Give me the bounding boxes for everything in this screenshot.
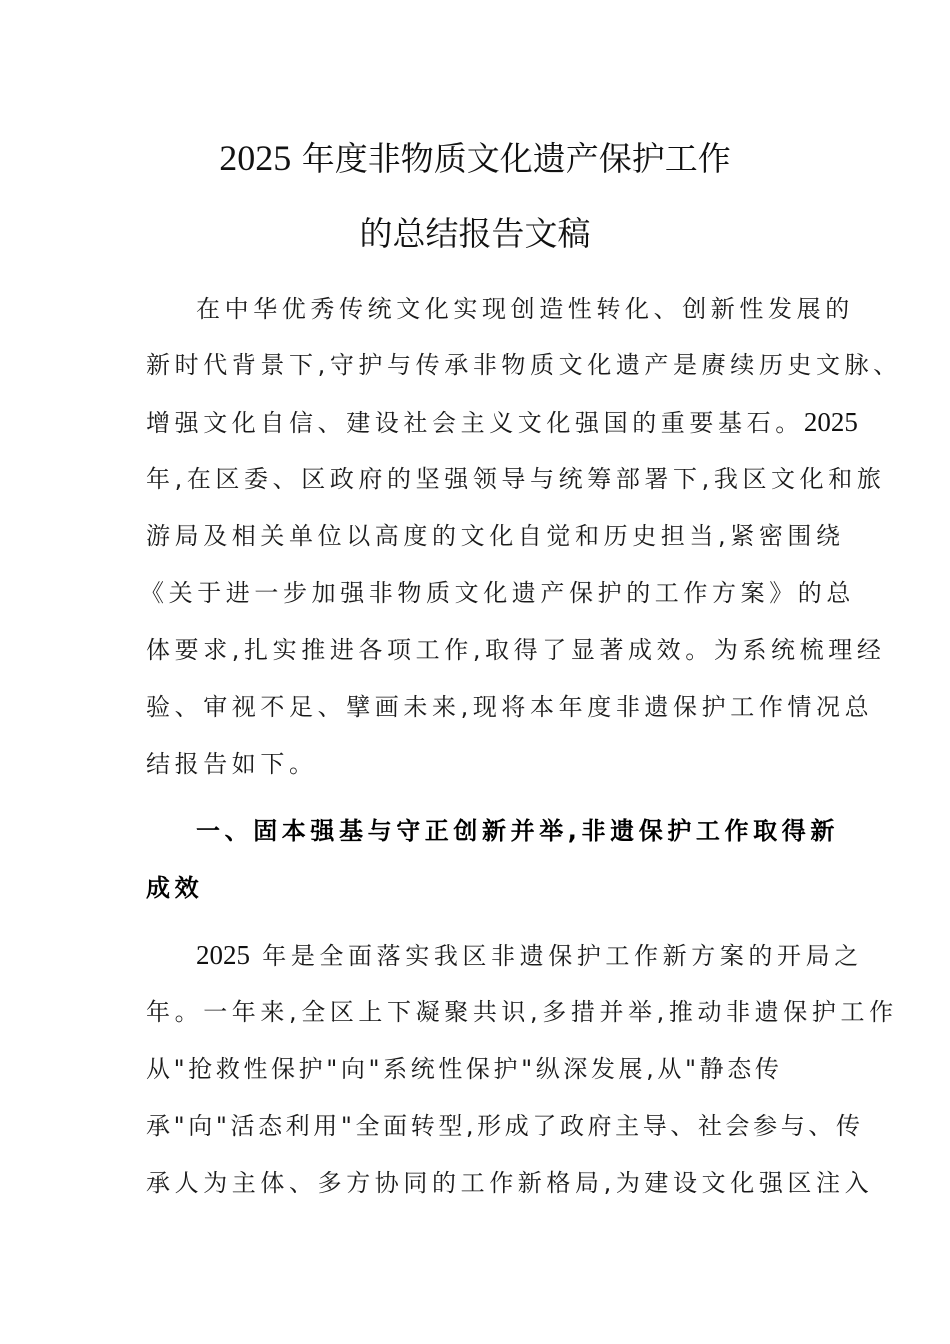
section-1-para-line-1 — [196, 940, 863, 971]
intro-line-4: 年,在区委、区政府的坚强领导与统筹部署下,我区文化和旅 — [146, 465, 886, 493]
section-1-para-line-3: 从"抢救性保护"向"系统性保护"纵深发展,从"静态传 — [146, 1055, 783, 1083]
section-1-para-line-5: 承人为主体、多方协同的工作新格局,为建设文化强区注入 — [146, 1169, 874, 1197]
intro-line-5: 游局及相关单位以高度的文化自觉和历史担当,紧密围绕 — [146, 522, 845, 550]
section-1-heading-line-1: 一、固本强基与守正创新并举,非遗保护工作取得新 — [196, 817, 839, 845]
document-title-line-1 — [0, 133, 950, 180]
section-1-para-line-2: 年。一年来,全区上下凝聚共识,多措并举,推动非遗保护工作 — [146, 998, 898, 1026]
title-text: 年度非物质文化遗产保护工作 — [291, 139, 731, 178]
title-year: 2025 — [219, 138, 292, 178]
intro-line-9: 结报告如下。 — [146, 750, 318, 778]
section-1-year: 2025 — [196, 940, 250, 970]
intro-line-8: 验、审视不足、擘画未来,现将本年度非遗保护工作情况总 — [146, 693, 874, 721]
section-1-para-line-4: 承"向"活态利用"全面转型,形成了政府主导、社会参与、传 — [146, 1112, 864, 1140]
intro-line-6: 《关于进一步加强非物质文化遗产保护的工作方案》的总 — [140, 579, 855, 607]
intro-line-3-year: 2025 — [803, 407, 858, 437]
intro-line-2: 新时代背景下,守护与传承非物质文化遗产是赓续历史文脉、 — [146, 351, 902, 379]
intro-line-7: 体要求,扎实推进各项工作,取得了显著成效。为系统梳理经 — [146, 636, 886, 664]
section-1-para-line-1-text: 年是全面落实我区非遗保护工作新方案的开局之 — [250, 942, 863, 970]
document-title-line-2: 的总结报告文稿 — [359, 214, 591, 253]
section-1-heading-line-2: 成效 — [146, 874, 204, 902]
intro-line-3-text: 增强文化自信、建设社会主义文化强国的重要基石。 — [146, 409, 804, 437]
intro-line-3 — [146, 407, 858, 438]
intro-line-1: 在中华优秀传统文化实现创造性转化、创新性发展的 — [196, 295, 854, 323]
